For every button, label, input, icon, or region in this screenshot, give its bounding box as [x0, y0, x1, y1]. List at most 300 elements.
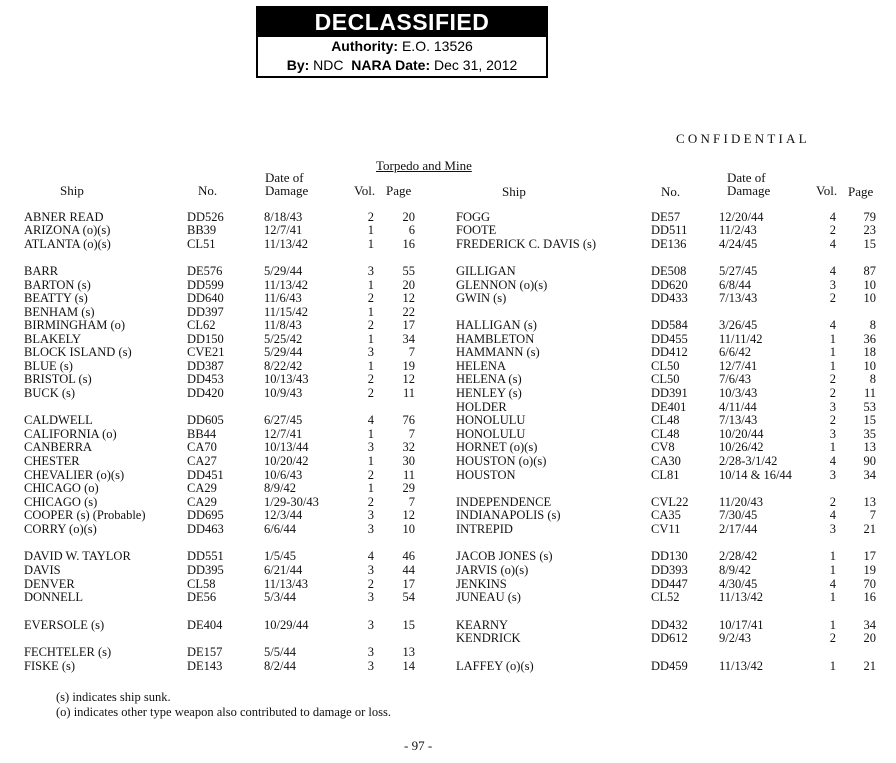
right-header-page: Page — [848, 184, 874, 199]
cell-ship: FOGG — [456, 210, 491, 224]
footnote-sunk: (s) indicates ship sunk. — [56, 690, 171, 704]
left-table-row — [0, 305, 896, 319]
cell-no: DD451 — [187, 468, 224, 482]
cell-date: 11/13/43 — [264, 577, 308, 591]
cell-page: 34 — [402, 332, 415, 346]
cell-page: 29 — [402, 481, 415, 495]
cell-no: DD463 — [187, 522, 224, 536]
right-table-row — [0, 372, 896, 386]
cell-vol: 3 — [367, 645, 374, 659]
cell-vol: 4 — [829, 237, 836, 251]
cell-page: 11 — [402, 386, 415, 400]
cell-date: 12/3/44 — [264, 508, 303, 522]
cell-vol: 3 — [367, 440, 374, 454]
cell-ship: GILLIGAN — [456, 264, 516, 278]
cell-page: 16 — [863, 590, 876, 604]
cell-no: DD391 — [651, 386, 688, 400]
right-table-row — [0, 522, 896, 536]
right-table-row — [0, 427, 896, 441]
cell-ship: CORRY (o)(s) — [24, 522, 97, 536]
cell-page: 13 — [402, 645, 415, 659]
cell-vol: 3 — [367, 618, 374, 632]
right-table-row — [0, 291, 896, 305]
cell-date: 10/13/44 — [264, 440, 309, 454]
right-table-row — [0, 440, 896, 454]
cell-ship: JENKINS — [456, 577, 507, 591]
cell-date: 7/13/43 — [719, 291, 758, 305]
cell-date: 5/29/44 — [264, 345, 303, 359]
page-number: - 97 - — [404, 738, 433, 753]
cell-vol: 1 — [829, 659, 836, 673]
right-table-row — [0, 577, 896, 591]
cell-ship: CANBERRA — [24, 440, 93, 454]
cell-page: 46 — [402, 549, 415, 563]
cell-page: 21 — [863, 659, 876, 673]
cell-page: 7 — [408, 495, 415, 509]
cell-no: DE56 — [187, 590, 217, 604]
cell-vol: 2 — [829, 413, 836, 427]
cell-no: DD551 — [187, 549, 224, 563]
cell-ship: HAMMANN (s) — [456, 345, 540, 359]
cell-ship: BLUE (s) — [24, 359, 73, 373]
cell-ship: CHEVALIER (o)(s) — [24, 468, 125, 482]
cell-date: 12/7/41 — [264, 223, 303, 237]
right-table-row — [0, 618, 896, 632]
cell-date: 6/6/44 — [264, 522, 296, 536]
cell-date: 11/13/42 — [719, 590, 763, 604]
cell-ship: FECHTELER (s) — [24, 645, 112, 659]
cell-no: CL48 — [651, 427, 680, 441]
cell-date: 7/30/45 — [719, 508, 758, 522]
cell-ship: BLOCK ISLAND (s) — [24, 345, 132, 359]
cell-ship: JACOB JONES (s) — [456, 549, 553, 563]
cell-ship: HORNET (o)(s) — [456, 440, 538, 454]
cell-ship: DENVER — [24, 577, 75, 591]
cell-no: CA27 — [187, 454, 217, 468]
stamp-authority-line — [258, 37, 546, 56]
cell-no: DE143 — [187, 659, 223, 673]
cell-no: DD412 — [651, 345, 688, 359]
cell-no: DE57 — [651, 210, 681, 224]
cell-page: 10 — [402, 522, 415, 536]
footnote-other-weapon: (o) indicates other type weapon also contributed to damage or loss. — [56, 705, 391, 719]
left-header-ship: Ship — [60, 183, 84, 198]
left-header-no: No. — [198, 183, 218, 198]
right-table-row — [0, 413, 896, 427]
cell-no: DE576 — [187, 264, 223, 278]
stamp-heading: DECLASSIFIED — [258, 8, 546, 37]
cell-ship: JARVIS (o)(s) — [456, 563, 529, 577]
cell-date: 2/28-3/1/42 — [719, 454, 778, 468]
cell-vol: 3 — [829, 278, 836, 292]
cell-page: 14 — [402, 659, 415, 673]
right-table-row — [0, 659, 896, 673]
cell-vol: 4 — [367, 413, 374, 427]
cell-vol: 1 — [367, 332, 374, 346]
cell-no: DD599 — [187, 278, 224, 292]
cell-date: 10/9/43 — [264, 386, 303, 400]
cell-date: 10/29/44 — [264, 618, 309, 632]
cell-no: DD640 — [187, 291, 224, 305]
cell-vol: 4 — [829, 210, 836, 224]
cell-date: 5/25/42 — [264, 332, 303, 346]
cell-page: 12 — [402, 372, 415, 386]
cell-vol: 1 — [367, 278, 374, 292]
cell-no: DD453 — [187, 372, 224, 386]
cell-vol: 4 — [829, 508, 836, 522]
cell-ship: JUNEAU (s) — [456, 590, 521, 604]
cell-vol: 3 — [829, 468, 836, 482]
cell-date: 5/29/44 — [264, 264, 303, 278]
cell-vol: 1 — [829, 590, 836, 604]
cell-page: 13 — [863, 495, 876, 509]
cell-date: 5/27/45 — [719, 264, 758, 278]
cell-date: 8/2/44 — [264, 659, 296, 673]
cell-date: 6/21/44 — [264, 563, 303, 577]
cell-date: 11/8/43 — [264, 318, 302, 332]
cell-page: 44 — [402, 563, 415, 577]
cell-vol: 1 — [367, 427, 374, 441]
cell-page: 70 — [863, 577, 876, 591]
cell-page: 16 — [402, 237, 415, 251]
cell-no: DD420 — [187, 386, 224, 400]
cell-ship: FISKE (s) — [24, 659, 76, 673]
cell-page: 35 — [863, 427, 876, 441]
stamp-nara-label: NARA Date: — [351, 57, 431, 73]
cell-no: DD130 — [651, 549, 688, 563]
cell-ship: HENLEY (s) — [456, 386, 522, 400]
left-header-page: Page — [386, 183, 412, 198]
right-table-row — [0, 223, 896, 237]
cell-date: 11/11/42 — [719, 332, 763, 346]
cell-no: DD612 — [651, 631, 688, 645]
cell-vol: 2 — [367, 372, 374, 386]
cell-ship: KEARNY — [456, 618, 509, 632]
cell-vol: 1 — [829, 549, 836, 563]
cell-no: CL52 — [651, 590, 680, 604]
cell-ship: CALDWELL — [24, 413, 93, 427]
cell-date: 12/7/41 — [264, 427, 303, 441]
cell-page: 19 — [402, 359, 415, 373]
cell-no: CL58 — [187, 577, 216, 591]
right-table-row — [0, 264, 896, 278]
cell-page: 18 — [863, 345, 876, 359]
cell-ship: BEATTY (s) — [24, 291, 88, 305]
cell-ship: CHICAGO (o) — [24, 481, 99, 495]
cell-date: 1/5/45 — [264, 549, 296, 563]
stamp-authority-label: Authority: — [331, 38, 399, 54]
cell-date: 10/3/43 — [719, 386, 758, 400]
right-header-date-line1: Date of — [727, 170, 766, 185]
cell-vol: 1 — [829, 440, 836, 454]
cell-vol: 1 — [367, 359, 374, 373]
right-table-row — [0, 345, 896, 359]
cell-page: 17 — [863, 549, 876, 563]
cell-ship: DAVIS — [24, 563, 61, 577]
cell-date: 4/11/44 — [719, 400, 757, 414]
cell-vol: 3 — [829, 427, 836, 441]
cell-date: 12/20/44 — [719, 210, 764, 224]
classification-label: CONFIDENTIAL — [676, 131, 810, 146]
cell-page: 30 — [402, 454, 415, 468]
right-table-row — [0, 563, 896, 577]
cell-no: DD150 — [187, 332, 224, 346]
cell-date: 6/8/44 — [719, 278, 751, 292]
footnotes — [56, 690, 391, 720]
cell-vol: 4 — [829, 318, 836, 332]
cell-ship: GWIN (s) — [456, 291, 507, 305]
cell-page: 15 — [863, 413, 876, 427]
cell-no: DD620 — [651, 278, 688, 292]
cell-vol: 3 — [367, 659, 374, 673]
cell-ship: DAVID W. TAYLOR — [24, 549, 131, 563]
cell-page: 10 — [863, 278, 876, 292]
cell-no: DE508 — [651, 264, 687, 278]
cell-no: DD387 — [187, 359, 224, 373]
right-table-row — [0, 454, 896, 468]
cell-date: 4/30/45 — [719, 577, 758, 591]
cell-ship: COOPER (s) (Probable) — [24, 508, 146, 522]
cell-no: DD433 — [651, 291, 688, 305]
cell-page: 17 — [402, 577, 415, 591]
cell-page: 22 — [402, 305, 415, 319]
cell-vol: 2 — [367, 495, 374, 509]
cell-page: 7 — [408, 345, 415, 359]
cell-vol: 3 — [367, 522, 374, 536]
right-table-row — [0, 468, 896, 482]
cell-vol: 1 — [829, 618, 836, 632]
cell-page: 21 — [863, 522, 876, 536]
cell-no: CL62 — [187, 318, 216, 332]
cell-ship: KENDRICK — [456, 631, 521, 645]
cell-vol: 2 — [367, 318, 374, 332]
cell-no: DD459 — [651, 659, 688, 673]
cell-date: 10/20/44 — [719, 427, 764, 441]
cell-page: 12 — [402, 291, 415, 305]
cell-no: DD695 — [187, 508, 224, 522]
right-table-row — [0, 332, 896, 346]
cell-date: 1/29-30/43 — [264, 495, 319, 509]
stamp-nara-value: Dec 31, 2012 — [434, 57, 518, 73]
cell-ship: HELENA (s) — [456, 372, 522, 386]
cell-no: CL81 — [651, 468, 680, 482]
cell-page: 17 — [402, 318, 415, 332]
cell-ship: HONOLULU — [456, 413, 526, 427]
cell-ship: BIRMINGHAM (o) — [24, 318, 126, 332]
cell-page: 32 — [402, 440, 415, 454]
right-table-row — [0, 210, 896, 224]
cell-date: 8/9/42 — [719, 563, 751, 577]
cell-vol: 1 — [829, 345, 836, 359]
cell-vol: 2 — [367, 386, 374, 400]
cell-ship: CHICAGO (s) — [24, 495, 98, 509]
cell-page: 53 — [863, 400, 876, 414]
cell-date: 11/15/42 — [264, 305, 308, 319]
cell-date: 10/6/43 — [264, 468, 303, 482]
cell-ship: HOUSTON — [456, 468, 516, 482]
right-header-no: No. — [661, 184, 681, 199]
cell-ship: INTREPID — [456, 522, 513, 536]
cell-date: 8/18/43 — [264, 210, 303, 224]
cell-no: CL50 — [651, 359, 680, 373]
cell-no: DD432 — [651, 618, 688, 632]
cell-ship: HOLDER — [456, 400, 507, 414]
cell-page: 36 — [863, 332, 876, 346]
cell-ship: BARTON (s) — [24, 278, 91, 292]
cell-page: 76 — [402, 413, 415, 427]
cell-page: 7 — [408, 427, 415, 441]
right-table-row — [0, 549, 896, 563]
left-table-row — [0, 645, 896, 659]
cell-ship: BLAKELY — [24, 332, 82, 346]
cell-no: CA29 — [187, 481, 217, 495]
cell-page: 10 — [863, 359, 876, 373]
cell-no: DD584 — [651, 318, 688, 332]
cell-vol: 1 — [367, 305, 374, 319]
cell-vol: 3 — [829, 400, 836, 414]
cell-no: CVL22 — [651, 495, 689, 509]
cell-page: 20 — [402, 210, 415, 224]
cell-vol: 3 — [367, 345, 374, 359]
cell-vol: 2 — [367, 577, 374, 591]
cell-vol: 1 — [367, 223, 374, 237]
cell-ship: HAMBLETON — [456, 332, 535, 346]
right-table-row — [0, 386, 896, 400]
cell-no: DE157 — [187, 645, 223, 659]
cell-date: 11/2/43 — [719, 223, 757, 237]
cell-date: 7/13/43 — [719, 413, 758, 427]
cell-ship: BENHAM (s) — [24, 305, 95, 319]
cell-page: 11 — [402, 468, 415, 482]
cell-no: DE404 — [187, 618, 223, 632]
cell-ship: INDEPENDENCE — [456, 495, 552, 509]
right-table-row — [0, 237, 896, 251]
cell-vol: 2 — [829, 372, 836, 386]
cell-ship: EVERSOLE (s) — [24, 618, 105, 632]
cell-vol: 4 — [367, 549, 374, 563]
cell-date: 10/20/42 — [264, 454, 309, 468]
cell-vol: 3 — [367, 264, 374, 278]
cell-no: DD397 — [187, 305, 224, 319]
cell-ship: HELENA — [456, 359, 506, 373]
cell-vol: 4 — [829, 577, 836, 591]
cell-page: 79 — [863, 210, 876, 224]
left-header-vol: Vol. — [354, 183, 376, 198]
cell-date: 11/6/43 — [264, 291, 302, 305]
right-table-row — [0, 400, 896, 414]
cell-ship: LAFFEY (o)(s) — [456, 659, 534, 673]
cell-no: BB39 — [187, 223, 217, 237]
cell-page: 8 — [869, 318, 876, 332]
cell-vol: 2 — [829, 223, 836, 237]
cell-ship: ARIZONA (o)(s) — [24, 223, 111, 237]
cell-date: 11/13/42 — [719, 659, 763, 673]
cell-no: DD605 — [187, 413, 224, 427]
right-table-row — [0, 359, 896, 373]
cell-page: 6 — [408, 223, 415, 237]
cell-page: 54 — [402, 590, 415, 604]
cell-no: DD395 — [187, 563, 224, 577]
cell-date: 11/20/43 — [719, 495, 763, 509]
cell-vol: 1 — [829, 332, 836, 346]
cell-vol: 2 — [367, 291, 374, 305]
cell-no: CL51 — [187, 237, 216, 251]
cell-ship: BRISTOL (s) — [24, 372, 92, 386]
cell-vol: 2 — [829, 386, 836, 400]
right-header-ship: Ship — [502, 184, 526, 199]
left-header-date-line2: Damage — [265, 183, 309, 198]
cell-vol: 2 — [829, 495, 836, 509]
cell-no: DD455 — [651, 332, 688, 346]
right-table-row — [0, 495, 896, 509]
cell-date: 10/17/41 — [719, 618, 764, 632]
cell-date: 10/13/43 — [264, 372, 309, 386]
cell-ship: HONOLULU — [456, 427, 526, 441]
cell-no: CV11 — [651, 522, 681, 536]
cell-vol: 3 — [367, 508, 374, 522]
declassified-stamp — [256, 6, 548, 78]
cell-ship: FREDERICK C. DAVIS (s) — [456, 237, 597, 251]
cell-page: 20 — [402, 278, 415, 292]
cell-page: 7 — [869, 508, 876, 522]
cell-ship: HOUSTON (o)(s) — [456, 454, 547, 468]
cell-no: DD526 — [187, 210, 224, 224]
cell-ship: HALLIGAN (s) — [456, 318, 537, 332]
section-title: Torpedo and Mine — [376, 158, 472, 173]
cell-ship: CALIFORNIA (o) — [24, 427, 117, 441]
cell-no: CA70 — [187, 440, 217, 454]
right-table-row — [0, 590, 896, 604]
cell-page: 19 — [863, 563, 876, 577]
cell-vol: 3 — [367, 590, 374, 604]
cell-no: CV8 — [651, 440, 675, 454]
cell-date: 5/3/44 — [264, 590, 296, 604]
cell-no: BB44 — [187, 427, 217, 441]
cell-date: 10/14 & 16/44 — [719, 468, 792, 482]
cell-page: 11 — [863, 386, 876, 400]
cell-date: 6/6/42 — [719, 345, 751, 359]
cell-vol: 2 — [367, 210, 374, 224]
cell-date: 8/9/42 — [264, 481, 296, 495]
cell-date: 5/5/44 — [264, 645, 296, 659]
cell-vol: 2 — [829, 291, 836, 305]
stamp-authority-value: E.O. 13526 — [401, 38, 473, 54]
cell-ship: GLENNON (o)(s) — [456, 278, 548, 292]
cell-no: DE401 — [651, 400, 687, 414]
cell-vol: 2 — [367, 468, 374, 482]
right-header-vol: Vol. — [816, 183, 838, 198]
cell-page: 12 — [402, 508, 415, 522]
right-table-row — [0, 508, 896, 522]
right-table-row — [0, 318, 896, 332]
cell-date: 2/28/42 — [719, 549, 758, 563]
right-table-row — [0, 278, 896, 292]
cell-page: 34 — [863, 618, 876, 632]
cell-ship: ATLANTA (o)(s) — [24, 237, 111, 251]
stamp-by-value: NDC — [313, 57, 344, 73]
cell-date: 6/27/45 — [264, 413, 303, 427]
cell-ship: BARR — [24, 264, 59, 278]
cell-page: 10 — [863, 291, 876, 305]
cell-no: CA30 — [651, 454, 681, 468]
cell-page: 13 — [863, 440, 876, 454]
cell-date: 7/6/43 — [719, 372, 751, 386]
cell-date: 11/13/42 — [264, 237, 308, 251]
cell-vol: 1 — [367, 454, 374, 468]
cell-vol: 4 — [829, 264, 836, 278]
cell-date: 9/2/43 — [719, 631, 751, 645]
left-header-date-line1: Date of — [265, 170, 304, 185]
